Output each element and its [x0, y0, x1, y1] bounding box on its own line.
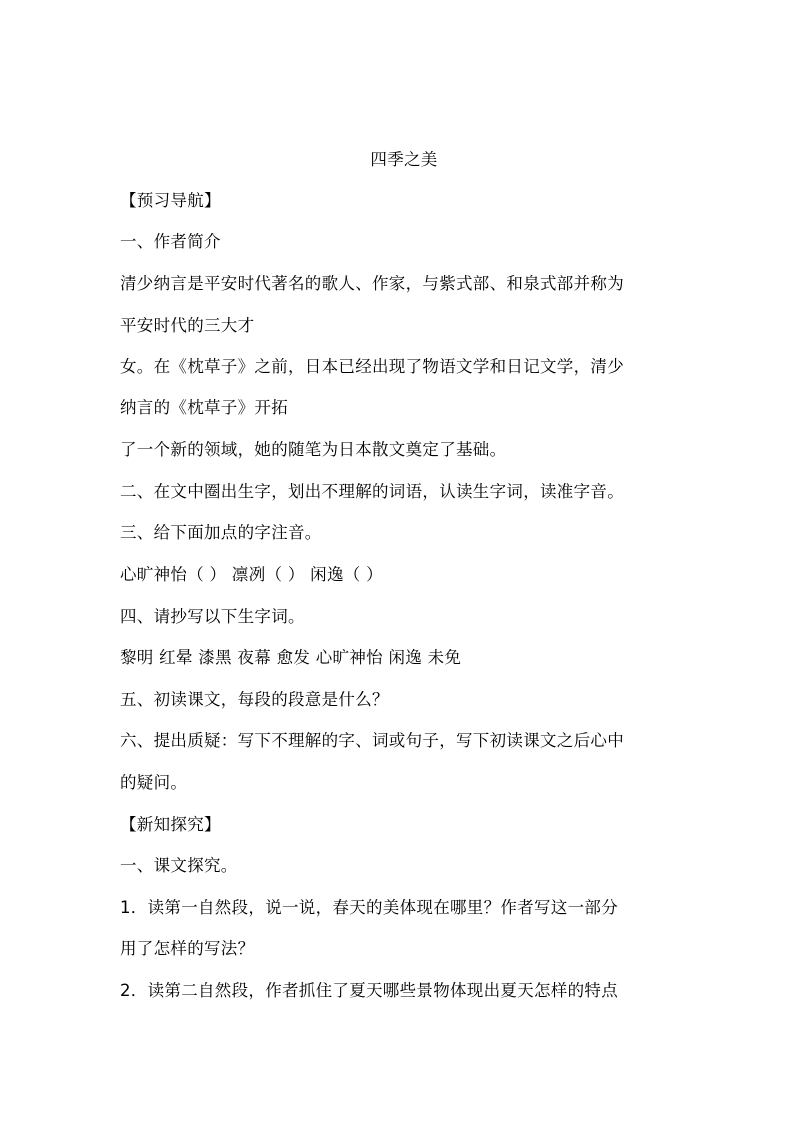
author-intro-line-4: 纳言的《枕草子》开拓 — [120, 398, 288, 417]
section-heading-preview-guide: 【预习导航】 — [120, 191, 221, 210]
author-intro-heading: 一、作者简介 — [120, 232, 221, 251]
author-intro-line-1: 清少纳言是平安时代著名的歌人、作家，与紫式部、和泉式部并称为 — [120, 274, 624, 293]
author-intro-line-2: 平安时代的三大才 — [120, 316, 255, 335]
task-pinyin-heading: 三、给下面加点的字注音。 — [120, 523, 322, 542]
question-1-line-1: 1．读第一自然段，说一说，春天的美体现在哪里？作者写这一部分 — [120, 898, 618, 917]
author-intro-line-3: 女。在《枕草子》之前，日本已经出现了物语文学和日记文学，清少 — [120, 357, 624, 376]
author-intro-line-5: 了一个新的领域，她的随笔为日本散文奠定了基础。 — [120, 440, 507, 459]
task-new-words: 二、在文中圈出生字，划出不理解的词语，认读生字词，读准字音。 — [120, 482, 624, 501]
task-copy-words-list: 黎明 红晕 漆黑 夜幕 愈发 心旷神怡 闲逸 未免 — [120, 648, 462, 667]
task-paragraph-meaning: 五、初读课文，每段的段意是什么？ — [120, 690, 389, 709]
task-questions-line-1: 六、提出质疑：写下不理解的字、词或句子，写下初读课文之后心中 — [120, 731, 624, 750]
document-title: 四季之美 — [370, 150, 438, 169]
text-exploration-heading: 一、课文探究。 — [120, 856, 238, 875]
question-1-line-2: 用了怎样的写法？ — [120, 939, 255, 958]
task-copy-words-heading: 四、请抄写以下生字词。 — [120, 607, 305, 626]
section-heading-new-knowledge: 【新知探究】 — [120, 815, 221, 834]
question-2-line-1: 2．读第二自然段，作者抓住了夏天哪些景物体现出夏天怎样的特点 — [120, 981, 618, 1000]
task-questions-line-2: 的疑问。 — [120, 773, 188, 792]
task-pinyin-items: 心旷神怡（ ） 凛冽（ ） 闲逸（ ） — [120, 565, 383, 584]
